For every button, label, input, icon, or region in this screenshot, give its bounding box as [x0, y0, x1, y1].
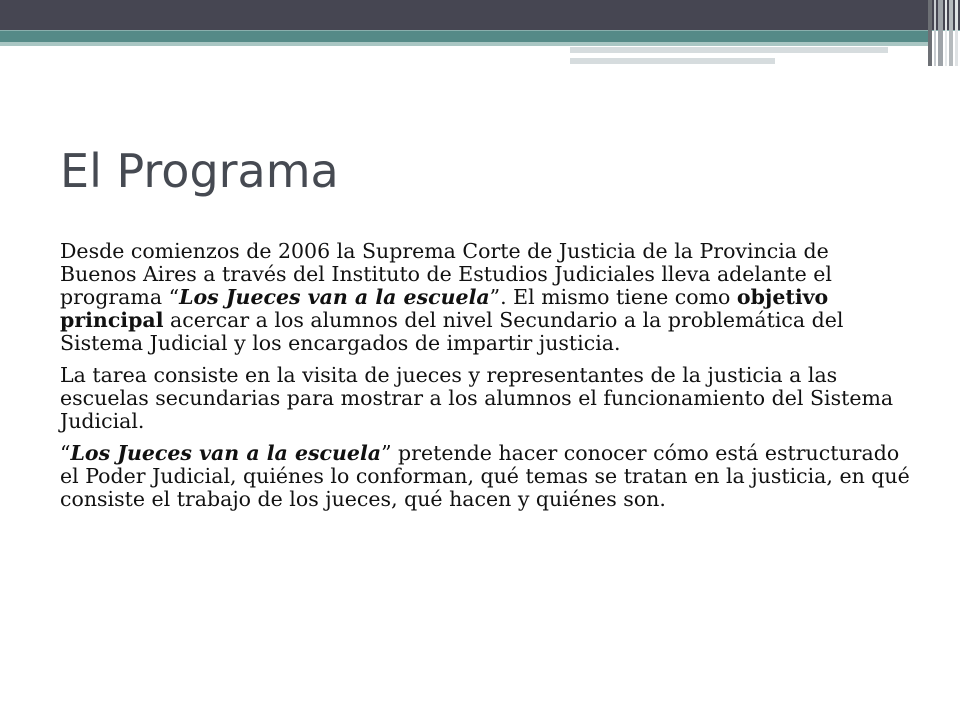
header-vertical-stripes — [928, 0, 960, 66]
paragraph-1 — [60, 240, 910, 355]
header-band-teal-light — [0, 42, 930, 46]
header-band-dark — [0, 0, 960, 30]
objective-bold: objetivo principal — [60, 285, 829, 332]
paragraph-3 — [60, 442, 910, 511]
slide-body — [60, 240, 910, 520]
header-accent-bar-short — [570, 58, 775, 64]
paragraph-3-text-a: “ — [60, 441, 71, 465]
program-name-emphasis-2: Los Jueces van a la escuela — [70, 441, 382, 465]
paragraph-2: La tarea consiste en la visita de jueces y representantes de la justicia a las escuelas secundarias para mostrar a los alumnos el funcionamiento del Sistema Judicial. — [60, 363, 894, 433]
paragraph-1-text-a: Desde comienzos de 2006 la Suprema Corte de Justicia de la Provincia de Buenos Aires a través del Instituto de Estudios Judiciales lleva adelante el programa “ — [60, 239, 832, 309]
header-divider — [0, 30, 960, 31]
paragraph-1-text-b: ”. El mismo tiene como — [489, 285, 737, 309]
paragraph-3-text-b: ” pretende hacer conocer cómo está estructurado el Poder Judicial, quiénes lo conforman, qué temas se tratan en la justicia, en qué consiste el trabajo de los jueces, qué hacen y quiénes son. — [60, 441, 910, 511]
slide-title: El Programa — [60, 144, 339, 198]
header-accent-bar — [570, 47, 888, 53]
paragraph-1-text-c: acercar a los alumnos del nivel Secundario a la problemática del Sistema Judicial y los encargados de impartir justicia. — [60, 308, 844, 355]
program-name-emphasis: Los Jueces van a la escuela — [179, 285, 490, 309]
